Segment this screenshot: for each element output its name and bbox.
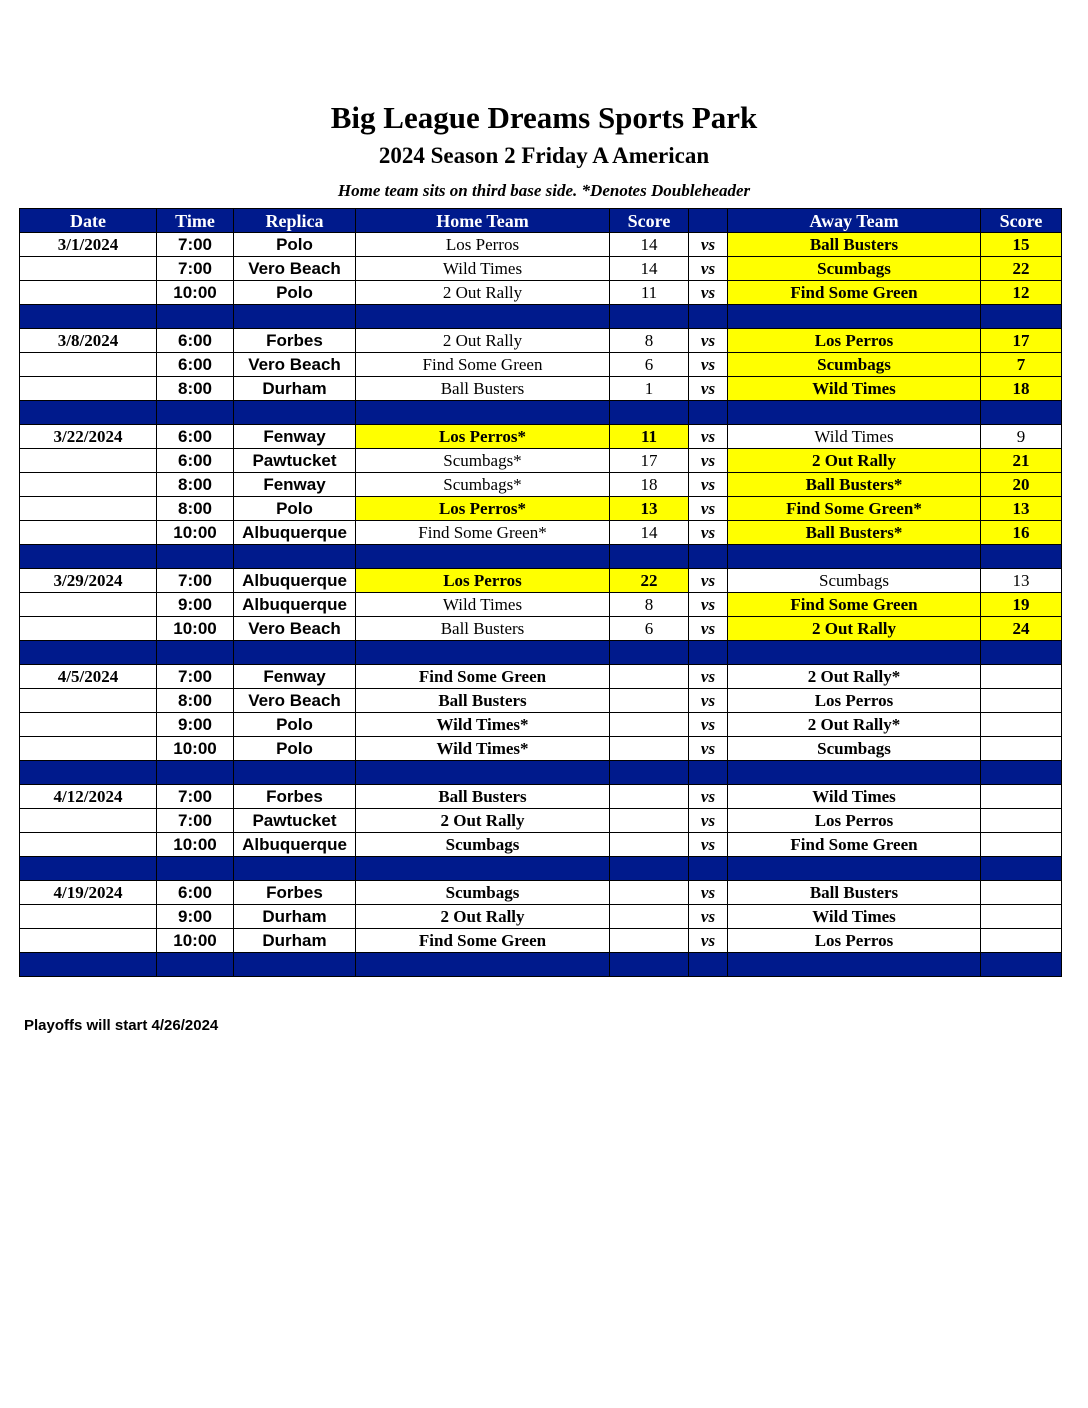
separator-cell — [981, 761, 1062, 785]
separator-cell — [689, 953, 728, 977]
separator-cell — [610, 545, 689, 569]
vs-cell: vs — [689, 473, 728, 497]
home-score-cell: 11 — [610, 425, 689, 449]
home-team-cell: Ball Busters — [356, 689, 610, 713]
replica-cell: Durham — [234, 929, 356, 953]
table-row — [20, 881, 1062, 905]
date-cell — [20, 905, 157, 929]
separator-cell — [728, 953, 981, 977]
vs-cell: vs — [689, 617, 728, 641]
separator-cell — [234, 641, 356, 665]
separator-cell — [689, 401, 728, 425]
time-cell: 9:00 — [157, 905, 234, 929]
separator-cell — [981, 641, 1062, 665]
separator-cell — [356, 857, 610, 881]
separator-cell — [157, 401, 234, 425]
home-score-cell: 17 — [610, 449, 689, 473]
replica-cell: Forbes — [234, 785, 356, 809]
away-team-cell: Wild Times — [728, 377, 981, 401]
home-score-cell: 6 — [610, 353, 689, 377]
replica-cell: Pawtucket — [234, 449, 356, 473]
page-subtitle: 2024 Season 2 Friday A American — [378, 143, 710, 168]
time-cell: 6:00 — [157, 353, 234, 377]
away-score-cell: 24 — [981, 617, 1062, 641]
home-score-cell — [610, 737, 689, 761]
time-cell: 6:00 — [157, 881, 234, 905]
home-team-cell: Find Some Green — [356, 929, 610, 953]
header-row — [20, 209, 1062, 233]
col-replica-header: Replica — [234, 209, 356, 233]
away-score-cell: 18 — [981, 377, 1062, 401]
away-team-cell: Los Perros — [728, 329, 981, 353]
separator-cell — [689, 545, 728, 569]
away-score-cell: 9 — [981, 425, 1062, 449]
home-score-cell: 14 — [610, 521, 689, 545]
separator-cell — [610, 641, 689, 665]
separator-cell — [356, 641, 610, 665]
home-team-cell: Los Perros* — [356, 497, 610, 521]
time-cell: 9:00 — [157, 713, 234, 737]
separator-cell — [157, 857, 234, 881]
replica-cell: Albuquerque — [234, 593, 356, 617]
date-cell — [20, 713, 157, 737]
table-row — [20, 377, 1062, 401]
separator-cell — [689, 761, 728, 785]
separator-cell — [728, 761, 981, 785]
vs-cell: vs — [689, 449, 728, 473]
away-team-cell: 2 Out Rally — [728, 449, 981, 473]
week-separator-row — [20, 545, 1062, 569]
replica-cell: Vero Beach — [234, 689, 356, 713]
date-cell — [20, 809, 157, 833]
away-score-cell — [981, 833, 1062, 857]
home-score-cell: 13 — [610, 497, 689, 521]
vs-cell: vs — [689, 281, 728, 305]
home-score-cell: 22 — [610, 569, 689, 593]
time-cell: 8:00 — [157, 497, 234, 521]
table-row — [20, 353, 1062, 377]
vs-cell: vs — [689, 665, 728, 689]
separator-cell — [689, 857, 728, 881]
table-row — [20, 689, 1062, 713]
separator-cell — [157, 305, 234, 329]
separator-cell — [234, 545, 356, 569]
vs-cell: vs — [689, 593, 728, 617]
separator-cell — [728, 641, 981, 665]
away-team-cell: Ball Busters — [728, 881, 981, 905]
replica-cell: Forbes — [234, 881, 356, 905]
replica-cell: Vero Beach — [234, 257, 356, 281]
away-team-cell: Find Some Green — [728, 281, 981, 305]
separator-cell — [157, 953, 234, 977]
home-score-cell — [610, 713, 689, 737]
table-row — [20, 713, 1062, 737]
separator-cell — [356, 761, 610, 785]
home-team-cell: Ball Busters — [356, 785, 610, 809]
separator-cell — [689, 305, 728, 329]
date-cell — [20, 593, 157, 617]
separator-cell — [981, 305, 1062, 329]
home-team-cell: Scumbags — [356, 833, 610, 857]
home-score-cell — [610, 785, 689, 809]
away-team-cell: Los Perros — [728, 929, 981, 953]
home-score-cell: 14 — [610, 257, 689, 281]
date-cell — [20, 617, 157, 641]
away-team-cell: Wild Times — [728, 905, 981, 929]
separator-cell — [610, 953, 689, 977]
date-cell — [20, 473, 157, 497]
table-row — [20, 425, 1062, 449]
separator-cell — [728, 305, 981, 329]
away-team-cell: Scumbags — [728, 737, 981, 761]
table-row — [20, 329, 1062, 353]
home-team-cell: Ball Busters — [356, 377, 610, 401]
date-cell — [20, 377, 157, 401]
home-team-cell: Scumbags — [356, 881, 610, 905]
vs-cell: vs — [689, 737, 728, 761]
separator-cell — [20, 953, 157, 977]
table-row — [20, 569, 1062, 593]
date-cell: 3/22/2024 — [20, 425, 157, 449]
date-cell: 3/29/2024 — [20, 569, 157, 593]
separator-cell — [157, 545, 234, 569]
replica-cell: Polo — [234, 713, 356, 737]
separator-cell — [981, 857, 1062, 881]
separator-cell — [610, 401, 689, 425]
vs-cell: vs — [689, 809, 728, 833]
home-score-cell — [610, 929, 689, 953]
doubleheader-note: Home team sits on third base side. *Denotes Doubleheader — [337, 181, 751, 200]
time-cell: 7:00 — [157, 809, 234, 833]
away-score-cell: 7 — [981, 353, 1062, 377]
home-team-cell: 2 Out Rally — [356, 905, 610, 929]
table-row — [20, 617, 1062, 641]
away-score-cell: 21 — [981, 449, 1062, 473]
replica-cell: Vero Beach — [234, 617, 356, 641]
week-separator-row — [20, 401, 1062, 425]
home-team-cell: Scumbags* — [356, 473, 610, 497]
home-score-cell — [610, 881, 689, 905]
time-cell: 8:00 — [157, 377, 234, 401]
separator-cell — [610, 305, 689, 329]
col-away-team-header: Away Team — [728, 209, 981, 233]
time-cell: 7:00 — [157, 569, 234, 593]
home-team-cell: Wild Times — [356, 257, 610, 281]
away-team-cell: 2 Out Rally* — [728, 713, 981, 737]
time-cell: 8:00 — [157, 689, 234, 713]
separator-cell — [157, 761, 234, 785]
vs-cell: vs — [689, 785, 728, 809]
separator-cell — [20, 545, 157, 569]
home-score-cell: 14 — [610, 233, 689, 257]
away-score-cell — [981, 713, 1062, 737]
replica-cell: Pawtucket — [234, 809, 356, 833]
home-score-cell: 8 — [610, 593, 689, 617]
home-team-cell: Find Some Green — [356, 353, 610, 377]
date-cell: 4/19/2024 — [20, 881, 157, 905]
away-score-cell: 12 — [981, 281, 1062, 305]
table-row — [20, 809, 1062, 833]
time-cell: 6:00 — [157, 449, 234, 473]
date-cell — [20, 497, 157, 521]
separator-cell — [728, 857, 981, 881]
replica-cell: Polo — [234, 497, 356, 521]
separator-cell — [981, 953, 1062, 977]
vs-cell: vs — [689, 521, 728, 545]
away-team-cell: Wild Times — [728, 785, 981, 809]
home-team-cell: 2 Out Rally — [356, 281, 610, 305]
home-team-cell: Los Perros* — [356, 425, 610, 449]
vs-cell: vs — [689, 905, 728, 929]
replica-cell: Fenway — [234, 473, 356, 497]
away-score-cell: 16 — [981, 521, 1062, 545]
away-team-cell: Scumbags — [728, 257, 981, 281]
separator-cell — [356, 401, 610, 425]
home-score-cell — [610, 689, 689, 713]
date-cell: 3/8/2024 — [20, 329, 157, 353]
away-score-cell — [981, 665, 1062, 689]
separator-cell — [610, 857, 689, 881]
separator-cell — [728, 401, 981, 425]
away-score-cell: 22 — [981, 257, 1062, 281]
away-team-cell: Ball Busters* — [728, 473, 981, 497]
table-row — [20, 281, 1062, 305]
time-cell: 10:00 — [157, 617, 234, 641]
vs-cell: vs — [689, 713, 728, 737]
away-team-cell: Find Some Green — [728, 833, 981, 857]
replica-cell: Fenway — [234, 665, 356, 689]
away-score-cell — [981, 905, 1062, 929]
time-cell: 10:00 — [157, 737, 234, 761]
away-team-cell: Find Some Green* — [728, 497, 981, 521]
vs-cell: vs — [689, 569, 728, 593]
separator-cell — [356, 305, 610, 329]
time-cell: 7:00 — [157, 257, 234, 281]
home-team-cell: Wild Times* — [356, 737, 610, 761]
separator-cell — [981, 545, 1062, 569]
away-score-cell: 13 — [981, 497, 1062, 521]
away-team-cell: 2 Out Rally — [728, 617, 981, 641]
separator-cell — [20, 401, 157, 425]
away-score-cell — [981, 689, 1062, 713]
away-score-cell: 20 — [981, 473, 1062, 497]
home-team-cell: Wild Times* — [356, 713, 610, 737]
separator-cell — [234, 401, 356, 425]
home-score-cell — [610, 905, 689, 929]
replica-cell: Fenway — [234, 425, 356, 449]
table-row — [20, 497, 1062, 521]
week-separator-row — [20, 761, 1062, 785]
home-score-cell: 6 — [610, 617, 689, 641]
time-cell: 10:00 — [157, 833, 234, 857]
home-team-cell: Scumbags* — [356, 449, 610, 473]
col-home-score-header: Score — [610, 209, 689, 233]
time-cell: 7:00 — [157, 785, 234, 809]
away-team-cell: Ball Busters* — [728, 521, 981, 545]
away-score-cell: 19 — [981, 593, 1062, 617]
vs-cell: vs — [689, 425, 728, 449]
away-team-cell: Los Perros — [728, 809, 981, 833]
playoffs-note: Playoffs will start 4/26/2024 — [24, 1017, 219, 1034]
col-away-score-header: Score — [981, 209, 1062, 233]
schedule-body — [20, 233, 1062, 977]
separator-cell — [981, 401, 1062, 425]
date-cell — [20, 281, 157, 305]
home-team-cell: Wild Times — [356, 593, 610, 617]
home-team-cell: Los Perros — [356, 233, 610, 257]
table-row — [20, 233, 1062, 257]
col-home-team-header: Home Team — [356, 209, 610, 233]
vs-cell: vs — [689, 929, 728, 953]
vs-cell: vs — [689, 377, 728, 401]
col-time-header: Time — [157, 209, 234, 233]
separator-cell — [689, 641, 728, 665]
away-score-cell: 13 — [981, 569, 1062, 593]
away-team-cell: Ball Busters — [728, 233, 981, 257]
home-score-cell: 18 — [610, 473, 689, 497]
table-row — [20, 521, 1062, 545]
replica-cell: Polo — [234, 233, 356, 257]
away-team-cell: Scumbags — [728, 569, 981, 593]
vs-cell: vs — [689, 497, 728, 521]
time-cell: 6:00 — [157, 329, 234, 353]
away-score-cell: 15 — [981, 233, 1062, 257]
separator-cell — [20, 641, 157, 665]
date-cell — [20, 833, 157, 857]
time-cell: 7:00 — [157, 233, 234, 257]
time-cell: 9:00 — [157, 593, 234, 617]
home-team-cell: 2 Out Rally — [356, 809, 610, 833]
schedule-table — [19, 208, 1062, 977]
vs-cell: vs — [689, 689, 728, 713]
away-score-cell — [981, 929, 1062, 953]
home-team-cell: Find Some Green* — [356, 521, 610, 545]
away-score-cell — [981, 809, 1062, 833]
separator-cell — [728, 545, 981, 569]
separator-cell — [20, 305, 157, 329]
date-cell — [20, 689, 157, 713]
home-score-cell: 8 — [610, 329, 689, 353]
vs-cell: vs — [689, 353, 728, 377]
date-cell: 4/5/2024 — [20, 665, 157, 689]
away-team-cell: 2 Out Rally* — [728, 665, 981, 689]
home-team-cell: Find Some Green — [356, 665, 610, 689]
vs-cell: vs — [689, 881, 728, 905]
time-cell: 10:00 — [157, 929, 234, 953]
home-team-cell: Los Perros — [356, 569, 610, 593]
date-cell — [20, 449, 157, 473]
replica-cell: Albuquerque — [234, 569, 356, 593]
table-row — [20, 905, 1062, 929]
date-cell — [20, 929, 157, 953]
replica-cell: Polo — [234, 737, 356, 761]
replica-cell: Albuquerque — [234, 833, 356, 857]
table-row — [20, 833, 1062, 857]
date-cell — [20, 257, 157, 281]
separator-cell — [20, 761, 157, 785]
away-score-cell: 17 — [981, 329, 1062, 353]
away-team-cell: Wild Times — [728, 425, 981, 449]
table-row — [20, 449, 1062, 473]
home-team-cell: Ball Busters — [356, 617, 610, 641]
vs-cell: vs — [689, 233, 728, 257]
col-date-header: Date — [20, 209, 157, 233]
home-score-cell — [610, 665, 689, 689]
week-separator-row — [20, 857, 1062, 881]
away-team-cell: Scumbags — [728, 353, 981, 377]
away-score-cell — [981, 785, 1062, 809]
time-cell: 6:00 — [157, 425, 234, 449]
vs-cell: vs — [689, 833, 728, 857]
time-cell: 8:00 — [157, 473, 234, 497]
week-separator-row — [20, 305, 1062, 329]
home-score-cell: 1 — [610, 377, 689, 401]
away-score-cell — [981, 881, 1062, 905]
table-row — [20, 737, 1062, 761]
table-row — [20, 929, 1062, 953]
separator-cell — [610, 761, 689, 785]
separator-cell — [356, 953, 610, 977]
home-score-cell — [610, 809, 689, 833]
page-title: Big League Dreams Sports Park — [330, 100, 758, 135]
time-cell: 10:00 — [157, 521, 234, 545]
table-row — [20, 665, 1062, 689]
date-cell — [20, 353, 157, 377]
separator-cell — [20, 857, 157, 881]
home-score-cell: 11 — [610, 281, 689, 305]
away-team-cell: Los Perros — [728, 689, 981, 713]
vs-cell: vs — [689, 257, 728, 281]
separator-cell — [356, 545, 610, 569]
table-row — [20, 785, 1062, 809]
away-score-cell — [981, 737, 1062, 761]
vs-cell: vs — [689, 329, 728, 353]
away-team-cell: Find Some Green — [728, 593, 981, 617]
replica-cell: Vero Beach — [234, 353, 356, 377]
replica-cell: Durham — [234, 905, 356, 929]
replica-cell: Durham — [234, 377, 356, 401]
separator-cell — [234, 857, 356, 881]
date-cell — [20, 737, 157, 761]
separator-cell — [234, 953, 356, 977]
date-cell: 4/12/2024 — [20, 785, 157, 809]
replica-cell: Forbes — [234, 329, 356, 353]
replica-cell: Albuquerque — [234, 521, 356, 545]
separator-cell — [234, 761, 356, 785]
time-cell: 7:00 — [157, 665, 234, 689]
date-cell: 3/1/2024 — [20, 233, 157, 257]
table-row — [20, 593, 1062, 617]
separator-cell — [234, 305, 356, 329]
replica-cell: Polo — [234, 281, 356, 305]
col-vs-header — [689, 209, 728, 233]
time-cell: 10:00 — [157, 281, 234, 305]
week-separator-row — [20, 953, 1062, 977]
week-separator-row — [20, 641, 1062, 665]
table-row — [20, 257, 1062, 281]
home-score-cell — [610, 833, 689, 857]
date-cell — [20, 521, 157, 545]
separator-cell — [157, 641, 234, 665]
home-team-cell: 2 Out Rally — [356, 329, 610, 353]
table-row — [20, 473, 1062, 497]
